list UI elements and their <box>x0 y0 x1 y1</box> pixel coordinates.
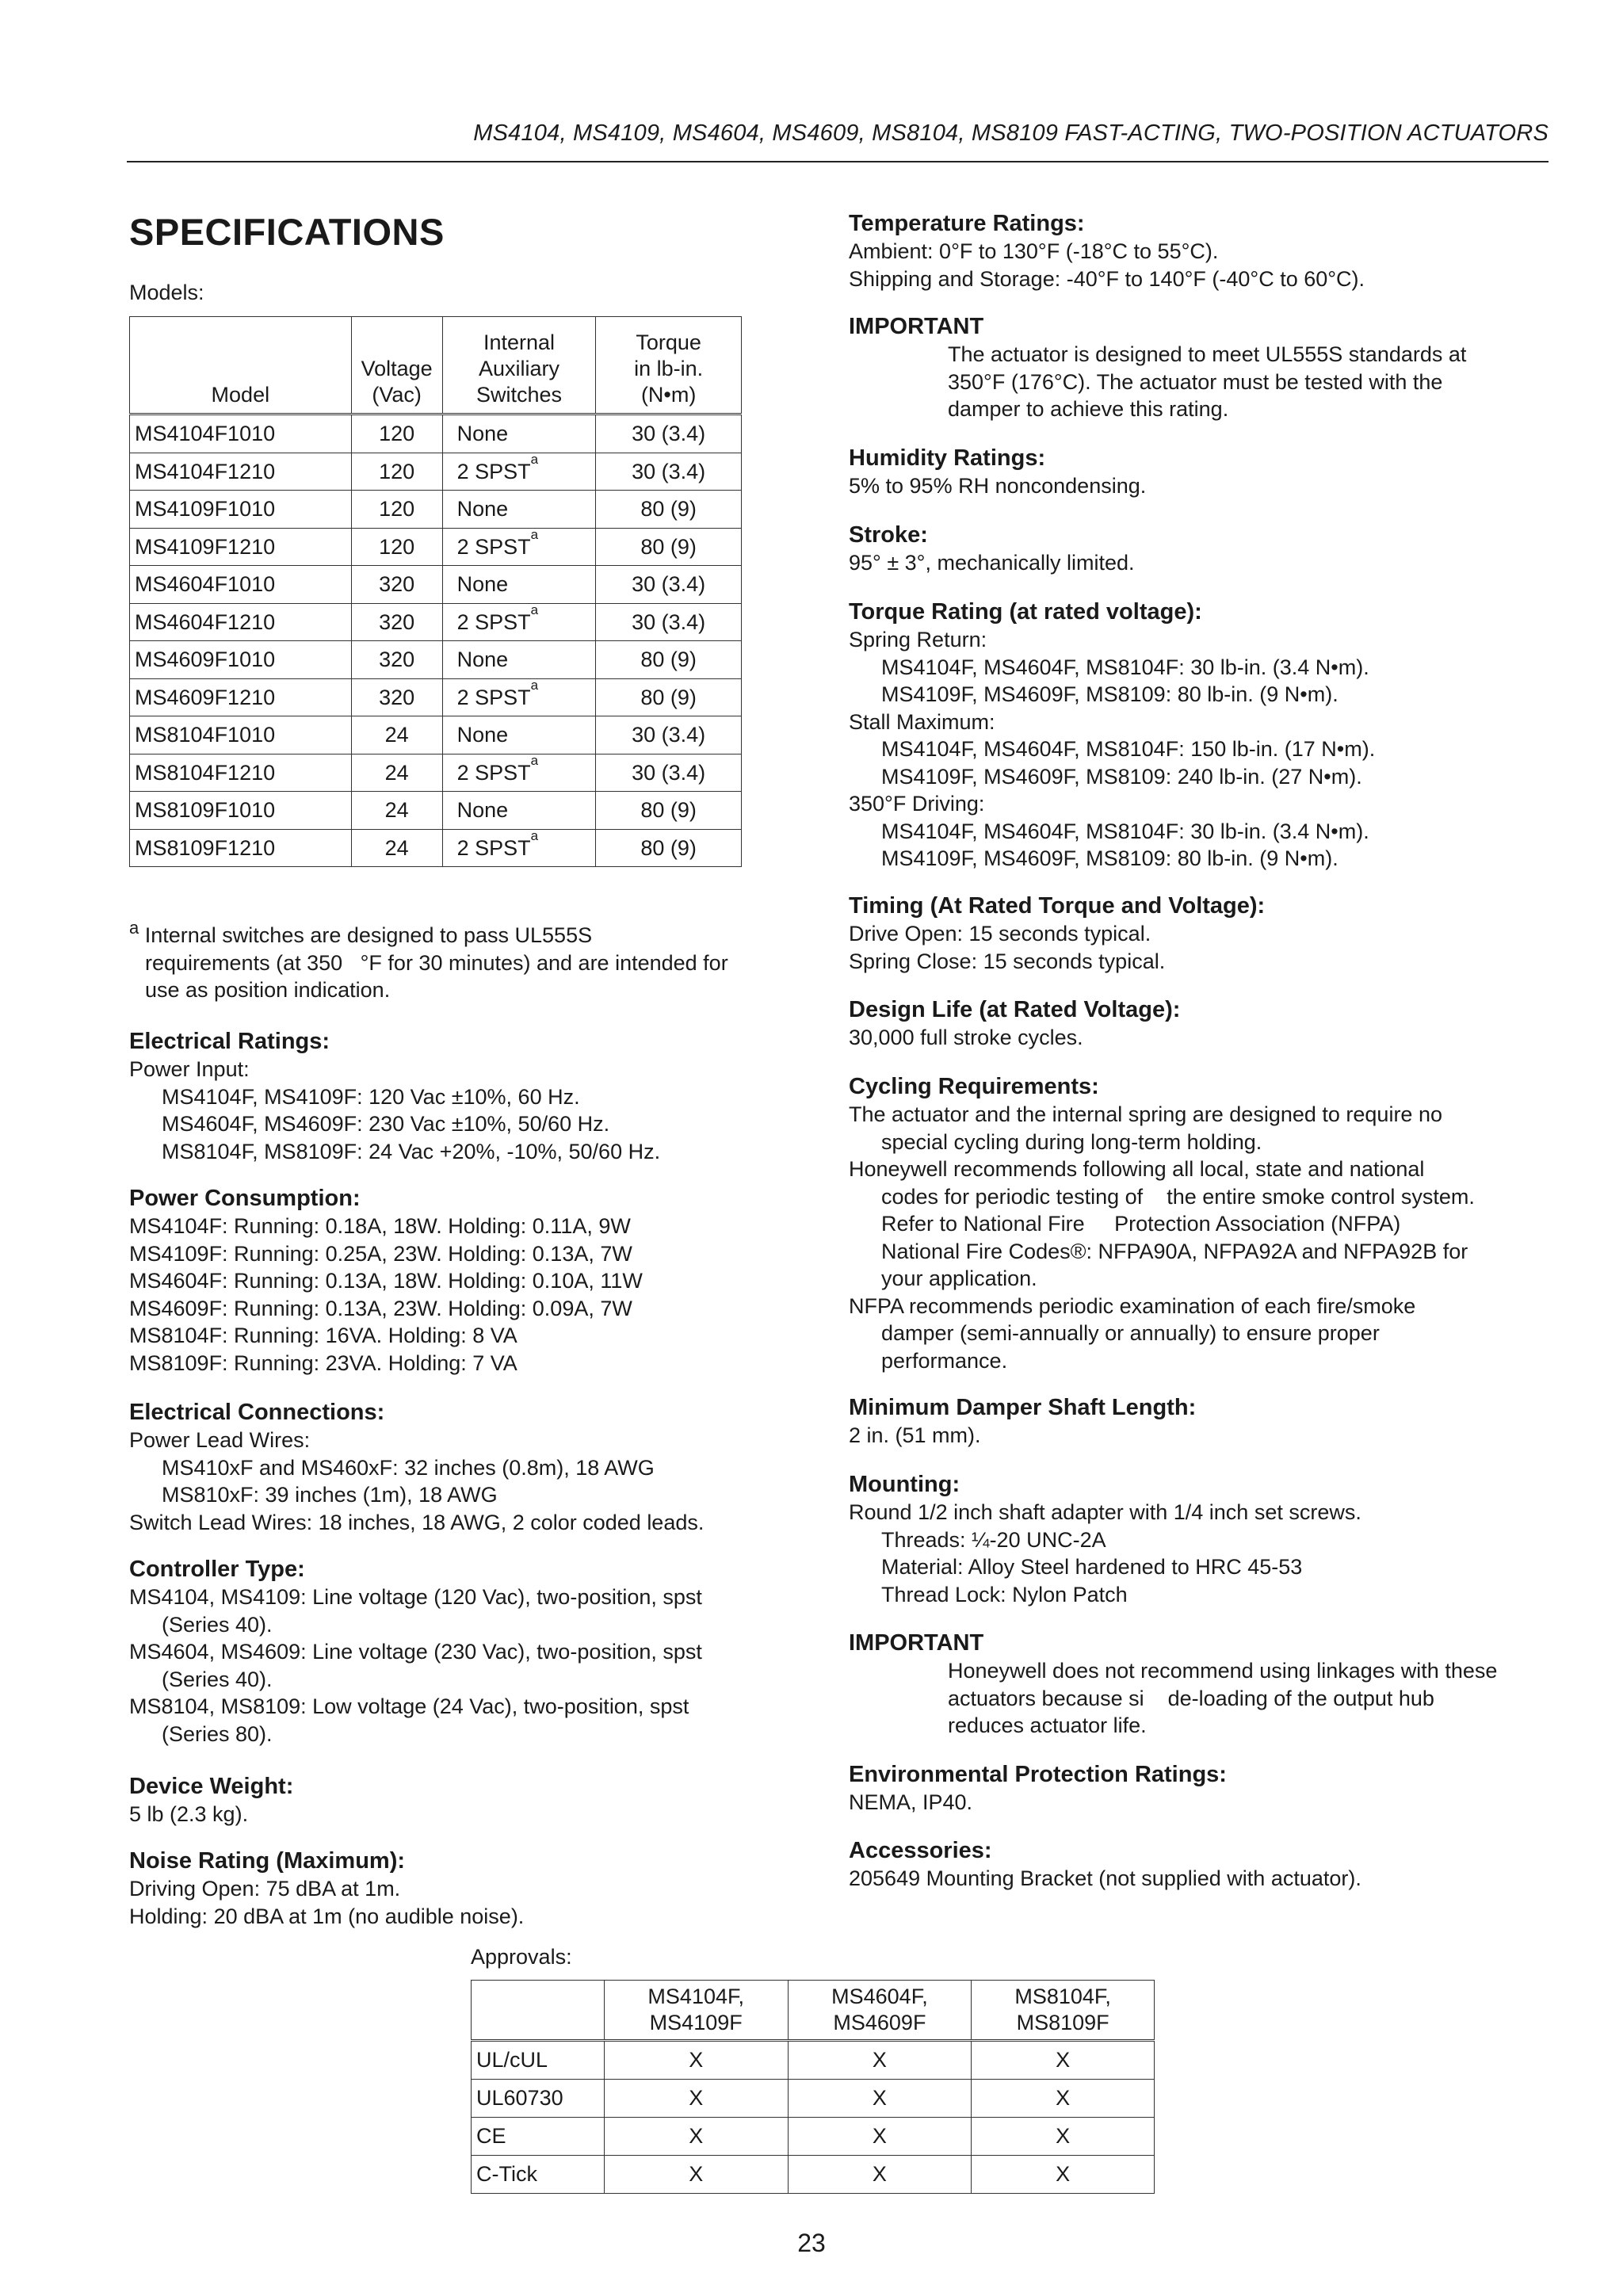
driving-350-label: 350°F Driving: <box>849 792 985 816</box>
header-rule <box>127 161 1549 162</box>
switches-cell <box>442 716 596 755</box>
approvals-header-ms41 <box>604 1981 788 2041</box>
model-cell: MS8104F1210 <box>130 754 352 792</box>
cycling-para-3: NFPA recommends periodic examination of each fire/smoke damper (semi-annually or annually) to ensure proper performance. <box>849 1293 1416 1373</box>
approvals-header-ms46 <box>788 1981 972 2041</box>
approval-mark-cell: X <box>788 2156 972 2194</box>
temperature-shipping: Shipping and Storage: -40°F to 140°F (-40°C to 60°C). <box>849 266 1365 291</box>
timing-drive-open: Drive Open: 15 seconds typical. <box>849 922 1151 946</box>
torque-rating-heading: Torque Rating (at rated voltage): <box>849 599 1202 625</box>
switches-text: None <box>456 723 509 747</box>
model-cell: MS4109F1010 <box>130 491 352 529</box>
design-life-value: 30,000 full stroke cycles. <box>849 1026 1083 1049</box>
table-row <box>130 491 742 529</box>
humidity-value: 5% to 95% RH noncondensing. <box>849 474 1147 498</box>
switches-text: None <box>456 798 509 823</box>
voltage-cell: 320 <box>351 641 442 679</box>
switches-text: 2 SPST <box>456 459 531 483</box>
stroke-heading: Stroke: <box>849 522 928 548</box>
timing-spring-close: Spring Close: 15 seconds typical. <box>849 949 1166 973</box>
power-line: MS4609F: Running: 0.13A, 23W. Holding: 0.09A, 7W <box>129 1296 632 1320</box>
important-text: Honeywell does not recommend using linkages with these actuators because si de-loading of the output hub reduces actuator life. <box>948 1659 1498 1737</box>
env-protection-heading: Environmental Protection Ratings: <box>849 1762 1227 1787</box>
table-row <box>130 754 742 792</box>
switches-text: 2 SPST <box>456 760 531 785</box>
approval-mark-cell: X <box>972 2041 1155 2080</box>
torque-cell: 80 (9) <box>596 528 742 566</box>
footnote-mark: a <box>530 526 539 542</box>
footnote-line-3: use as position indication. <box>145 978 391 1002</box>
mounting-heading: Mounting: <box>849 1472 960 1497</box>
switches-cell <box>442 829 596 867</box>
electrical-connections-heading: Electrical Connections: <box>129 1400 385 1425</box>
approval-mark-cell: X <box>788 2041 972 2080</box>
approval-mark-cell: X <box>604 2156 788 2194</box>
power-line: MS4104F: Running: 0.18A, 18W. Holding: 0.11A, 9W <box>129 1214 631 1238</box>
model-cell: MS4104F1210 <box>130 453 352 491</box>
noise-driving: Driving Open: 75 dBA at 1m. <box>129 1877 401 1901</box>
approval-mark-cell: X <box>972 2118 1155 2156</box>
torque-cell: 30 (3.4) <box>596 415 742 453</box>
approvals-table-header <box>472 1981 1155 2041</box>
voltage-cell: 320 <box>351 678 442 716</box>
torque-cell: 30 (3.4) <box>596 453 742 491</box>
noise-holding: Holding: 20 dBA at 1m (no audible noise). <box>129 1904 525 1928</box>
stall-maximum-label: Stall Maximum: <box>849 709 995 734</box>
approval-standard-cell: CE <box>472 2118 605 2156</box>
model-cell: MS4609F1210 <box>130 678 352 716</box>
torque-cell: 30 (3.4) <box>596 754 742 792</box>
approvals-header-ms46-text: MS4604F, MS4609F <box>831 1985 928 2034</box>
min-shaft-heading: Minimum Damper Shaft Length: <box>849 1395 1197 1420</box>
table-row <box>130 716 742 755</box>
accessories-value: 205649 Mounting Bracket (not supplied with actuator). <box>849 1866 1361 1890</box>
power-lead-label: Power Lead Wires: <box>129 1428 311 1452</box>
controller-type-section <box>129 1555 755 1748</box>
table-row <box>130 415 742 453</box>
header-model: Model <box>130 317 352 415</box>
controller-ms46: MS4604, MS4609: Line voltage (230 Vac), two-position, spst (Series 40). <box>129 1640 702 1691</box>
switches-text: 2 SPST <box>456 835 531 860</box>
model-cell: MS4104F1010 <box>130 415 352 453</box>
accessories-section <box>849 1836 1562 1893</box>
switches-text: 2 SPST <box>456 609 531 634</box>
table-row <box>472 2156 1155 2194</box>
temperature-ambient: Ambient: 0°F to 130°F (-18°C to 55°C). <box>849 239 1219 263</box>
device-weight-value: 5 lb (2.3 kg). <box>129 1802 249 1826</box>
torque-cell: 80 (9) <box>596 829 742 867</box>
mounting-adapter: Round 1/2 inch shaft adapter with 1/4 inch set screws. <box>849 1500 1361 1524</box>
device-weight-heading: Device Weight: <box>129 1774 294 1799</box>
model-cell: MS4604F1010 <box>130 566 352 604</box>
env-protection-value: NEMA, IP40. <box>849 1790 973 1814</box>
header-switches-text: Internal Auxiliary Switches <box>475 330 562 407</box>
power-line: MS8109F: Running: 23VA. Holding: 7 VA <box>129 1350 517 1375</box>
approval-standard-cell: UL60730 <box>472 2080 605 2118</box>
switches-text: 2 SPST <box>456 685 531 709</box>
torque-cell: 80 (9) <box>596 792 742 830</box>
voltage-cell: 24 <box>351 829 442 867</box>
humidity-heading: Humidity Ratings: <box>849 445 1046 471</box>
temperature-heading: Temperature Ratings: <box>849 211 1085 236</box>
switches-cell <box>442 603 596 641</box>
important-note-2 <box>849 1629 1514 1740</box>
table-row <box>130 528 742 566</box>
power-input-label: Power Input: <box>129 1057 250 1081</box>
page-title: SPECIFICATIONS <box>129 211 445 253</box>
driving-350-30: MS4104F, MS4604F, MS8104F: 30 lb-in. (3.4 N•m). <box>881 819 1369 843</box>
page-number: 23 <box>797 2229 826 2257</box>
approvals-label: Approvals: <box>471 1945 572 1969</box>
torque-rating-section <box>849 598 1562 873</box>
driving-350-80: MS4109F, MS4609F, MS8109: 80 lb-in. (9 N•m). <box>881 846 1338 870</box>
torque-cell: 30 (3.4) <box>596 716 742 755</box>
min-shaft-value: 2 in. (51 mm). <box>849 1423 981 1447</box>
design-life-section <box>849 995 1562 1052</box>
humidity-section <box>849 444 1562 500</box>
header-torque-text: Torque in lb-in. (N•m) <box>634 330 704 407</box>
switches-text: None <box>456 572 509 597</box>
voltage-cell: 24 <box>351 716 442 755</box>
torque-cell: 80 (9) <box>596 491 742 529</box>
approvals-header-ms81-text: MS8104F, MS8109F <box>1014 1985 1111 2034</box>
models-table-header <box>130 317 742 415</box>
models-table <box>129 316 742 867</box>
header-voltage-text: Voltage (Vac) <box>361 357 433 407</box>
approval-standard-cell: C-Tick <box>472 2156 605 2194</box>
switches-cell <box>442 792 596 830</box>
approvals-header-blank <box>472 1981 605 2041</box>
approval-mark-cell: X <box>604 2118 788 2156</box>
table-row <box>130 641 742 679</box>
approval-mark-cell: X <box>604 2080 788 2118</box>
model-cell: MS4604F1210 <box>130 603 352 641</box>
table-row <box>130 829 742 867</box>
important-text: The actuator is designed to meet UL555S standards at 350°F (176°C). The actuator must be tested with the damper to achieve this rating. <box>948 342 1467 421</box>
approval-mark-cell: X <box>788 2118 972 2156</box>
footnote-line-1: Internal switches are designed to pass UL555S <box>139 923 593 947</box>
switches-cell <box>442 678 596 716</box>
table-row <box>130 603 742 641</box>
approval-mark-cell: X <box>604 2041 788 2080</box>
approval-mark-cell: X <box>788 2080 972 2118</box>
power-input-ms46: MS4604F, MS4609F: 230 Vac ±10%, 50/60 Hz. <box>162 1112 610 1136</box>
switches-text: None <box>456 497 509 521</box>
switches-text: 2 SPST <box>456 534 531 559</box>
design-life-heading: Design Life (at Rated Voltage): <box>849 997 1181 1022</box>
model-cell: MS4609F1010 <box>130 641 352 679</box>
power-lead-ms8: MS810xF: 39 inches (1m), 18 AWG <box>162 1483 498 1507</box>
switches-cell <box>442 528 596 566</box>
footnote-mark: a <box>129 918 139 938</box>
voltage-cell: 320 <box>351 566 442 604</box>
power-line: MS4109F: Running: 0.25A, 23W. Holding: 0.13A, 7W <box>129 1241 632 1266</box>
switch-lead-wires: Switch Lead Wires: 18 inches, 18 AWG, 2 color coded leads. <box>129 1510 705 1534</box>
stroke-section <box>849 521 1562 577</box>
mounting-material: Material: Alloy Steel hardened to HRC 45-53 <box>881 1555 1303 1579</box>
power-input-ms81: MS8104F, MS8109F: 24 Vac +20%, -10%, 50/60 Hz. <box>162 1139 661 1163</box>
mounting-thread-lock: Thread Lock: Nylon Patch <box>881 1582 1128 1606</box>
torque-cell: 30 (3.4) <box>596 603 742 641</box>
temperature-section <box>849 209 1562 292</box>
switches-cell <box>442 754 596 792</box>
table-row <box>130 453 742 491</box>
controller-ms81: MS8104, MS8109: Low voltage (24 Vac), two-position, spst (Series 80). <box>129 1694 689 1746</box>
cycling-section <box>849 1072 1483 1374</box>
models-label: Models: <box>129 281 204 304</box>
switches-cell <box>442 415 596 453</box>
model-cell: MS8109F1210 <box>130 829 352 867</box>
spring-return-30: MS4104F, MS4604F, MS8104F: 30 lb-in. (3.4 N•m). <box>881 655 1369 679</box>
mounting-section <box>849 1470 1562 1608</box>
approvals-table <box>471 1980 1155 2194</box>
cycling-para-1: The actuator and the internal spring are designed to require no special cycling during long-term holding. <box>849 1102 1442 1154</box>
voltage-cell: 24 <box>351 754 442 792</box>
footnote-line-2: requirements (at 350 °F for 30 minutes) and are intended for <box>145 950 728 975</box>
torque-cell: 80 (9) <box>596 678 742 716</box>
table-row <box>472 2080 1155 2118</box>
torque-cell: 80 (9) <box>596 641 742 679</box>
controller-type-heading: Controller Type: <box>129 1557 305 1582</box>
switch-footnote <box>129 918 779 1004</box>
device-weight-section <box>129 1772 779 1828</box>
footnote-mark: a <box>530 451 539 467</box>
important-heading: IMPORTANT <box>849 1630 984 1656</box>
power-line: MS4604F: Running: 0.13A, 18W. Holding: 0.10A, 11W <box>129 1269 643 1293</box>
header-voltage <box>351 317 442 415</box>
controller-ms41: MS4104, MS4109: Line voltage (120 Vac), two-position, spst (Series 40). <box>129 1585 702 1637</box>
footnote-mark: a <box>530 752 539 768</box>
model-cell: MS4109F1210 <box>130 528 352 566</box>
cycling-heading: Cycling Requirements: <box>849 1074 1099 1099</box>
min-shaft-section <box>849 1393 1562 1450</box>
spring-return-80: MS4109F, MS4609F, MS8109: 80 lb-in. (9 N•m). <box>881 682 1338 706</box>
table-row <box>472 2118 1155 2156</box>
approval-standard-cell: UL/cUL <box>472 2041 605 2080</box>
mounting-threads: Threads: ¼-20 UNC-2A <box>881 1527 1106 1552</box>
electrical-connections-section <box>129 1398 779 1536</box>
model-cell: MS8109F1010 <box>130 792 352 830</box>
power-lead-ms4: MS410xF and MS460xF: 32 inches (0.8m), 18 AWG <box>162 1455 655 1480</box>
voltage-cell: 320 <box>351 603 442 641</box>
stall-maximum-150: MS4104F, MS4604F, MS8104F: 150 lb-in. (17 N•m). <box>881 737 1376 761</box>
voltage-cell: 120 <box>351 415 442 453</box>
power-consumption-section <box>129 1184 779 1377</box>
spring-return-label: Spring Return: <box>849 628 987 651</box>
switches-cell <box>442 641 596 679</box>
switches-cell <box>442 566 596 604</box>
switches-text: None <box>456 422 509 446</box>
approvals-header-ms81 <box>972 1981 1155 2041</box>
cycling-para-2: Honeywell recommends following all local, state and national codes for periodic testing of the entire smoke control system. Refer to National Fire Protection Association (NFPA) National Fire Codes®: NFPA90A, NFPA92A and NFPA92B for your application. <box>849 1157 1475 1290</box>
accessories-heading: Accessories: <box>849 1838 992 1863</box>
table-row <box>130 678 742 716</box>
timing-heading: Timing (At Rated Torque and Voltage): <box>849 893 1266 919</box>
power-consumption-heading: Power Consumption: <box>129 1186 361 1211</box>
noise-rating-section <box>129 1847 779 1930</box>
table-row <box>130 792 742 830</box>
footnote-mark: a <box>530 602 539 617</box>
timing-section <box>849 892 1562 975</box>
footnote-mark: a <box>530 827 539 843</box>
approval-mark-cell: X <box>972 2080 1155 2118</box>
switches-cell <box>442 453 596 491</box>
switches-text: None <box>456 648 509 672</box>
power-line: MS8104F: Running: 16VA. Holding: 8 VA <box>129 1324 517 1347</box>
header-switches <box>442 317 596 415</box>
noise-rating-heading: Noise Rating (Maximum): <box>129 1848 406 1874</box>
stroke-value: 95° ± 3°, mechanically limited. <box>849 551 1135 575</box>
electrical-ratings-heading: Electrical Ratings: <box>129 1029 330 1054</box>
voltage-cell: 24 <box>351 792 442 830</box>
table-row <box>472 2041 1155 2080</box>
table-row <box>130 566 742 604</box>
voltage-cell: 120 <box>351 528 442 566</box>
switches-cell <box>442 491 596 529</box>
important-heading: IMPORTANT <box>849 314 984 339</box>
approval-mark-cell: X <box>972 2156 1155 2194</box>
electrical-ratings-section <box>129 1027 779 1165</box>
torque-cell: 30 (3.4) <box>596 566 742 604</box>
power-input-ms41: MS4104F, MS4109F: 120 Vac ±10%, 60 Hz. <box>162 1084 580 1109</box>
running-header: MS4104, MS4109, MS4604, MS4609, MS8104, MS8109 FAST-ACTING, TWO-POSITION ACTUATORS <box>473 120 1549 146</box>
important-note-1 <box>849 312 1507 423</box>
voltage-cell: 120 <box>351 453 442 491</box>
env-protection-section <box>849 1760 1562 1817</box>
header-torque <box>596 317 742 415</box>
footnote-mark: a <box>530 677 539 693</box>
stall-maximum-240: MS4109F, MS4609F, MS8109: 240 lb-in. (27 N•m). <box>881 764 1362 789</box>
approvals-header-ms41-text: MS4104F, MS4109F <box>647 1985 744 2034</box>
voltage-cell: 120 <box>351 491 442 529</box>
model-cell: MS8104F1010 <box>130 716 352 755</box>
